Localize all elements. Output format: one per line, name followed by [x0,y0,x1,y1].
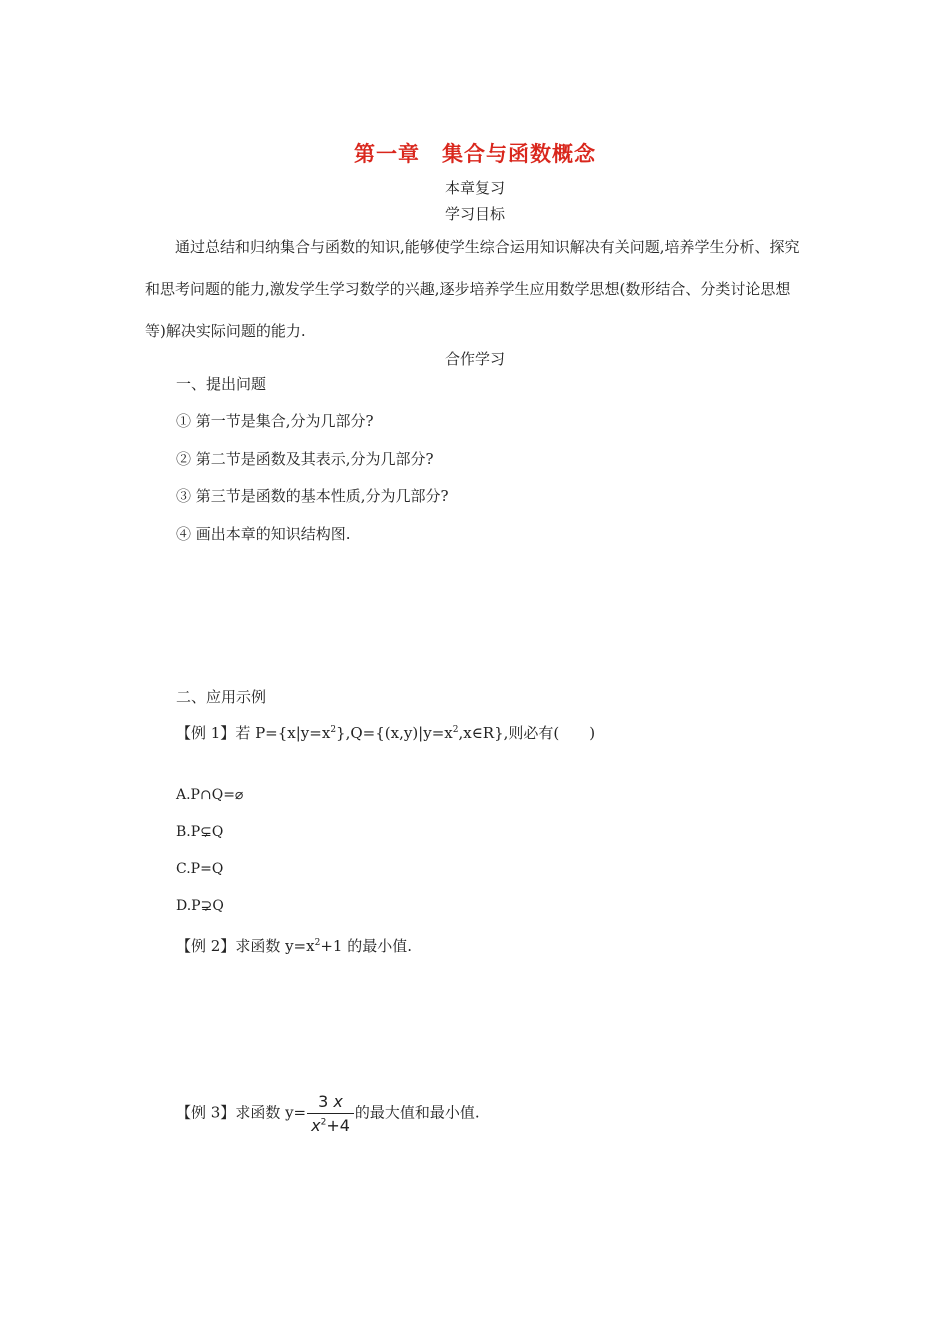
example-1-label: 【例 1】 [176,724,236,742]
question-item: ② 第二节是函数及其表示,分为几部分? [176,450,434,468]
example-3 [176,1092,480,1135]
option-d: D.P⊋Q [176,898,224,914]
part2-heading: 二、应用示例 [176,688,267,706]
superscript: 2 [330,725,337,735]
denominator-variable: x [311,1116,321,1135]
example-2-label: 【例 2】 [176,937,236,955]
example-2-text: +1 的最小值. [320,937,412,955]
numerator-coefficient: 3 [318,1092,329,1111]
superscript: 2 [314,938,321,948]
section-heading-goals: 学习目标 [444,205,505,223]
chapter-title: 第一章 集合与函数概念 [354,142,596,166]
question-item: ③ 第三节是函数的基本性质,分为几部分? [176,487,449,505]
example-1-text: ,x∈R},则必有( ) [458,724,596,742]
fraction-denominator [307,1114,354,1135]
example-3-text: 的最大值和最小值. [354,1103,480,1122]
option-c: C.P=Q [176,861,224,877]
option-a: A.P∩Q=⌀ [176,787,244,803]
question-item: ④ 画出本章的知识结构图. [176,525,351,543]
option-b: B.P⊊Q [176,824,224,840]
example-1 [176,722,595,743]
part1-heading: 一、提出问题 [176,375,267,393]
example-2-text: 求函数 y=x [235,937,315,955]
example-1-text: },Q={(x,y)|y=x [336,724,453,742]
denominator-rest: +4 [326,1116,350,1135]
superscript: 2 [452,725,459,735]
question-item: ① 第一节是集合,分为几部分? [176,412,374,430]
numerator-variable: x [333,1092,343,1111]
example-1-text: 若 P={x|y=x [235,724,331,742]
fraction [307,1092,354,1135]
superscript: 2 [320,1117,327,1128]
example-2 [176,935,412,956]
section-heading-coop: 合作学习 [444,350,505,368]
subtitle: 本章复习 [444,179,505,197]
example-3-label: 【例 3】 [176,1103,236,1122]
example-3-text: 求函数 y= [235,1103,307,1122]
goals-paragraph: 通过总结和归纳集合与函数的知识,能够使学生综合运用知识解决有关问题,培养学生分析、探究和思考问题的能力,激发学生学习数学的兴趣,逐步培养学生应用数学思想(数形结合、分类讨论思想等)解决实际问题的能力. [145,238,800,340]
fraction-numerator [307,1092,354,1114]
